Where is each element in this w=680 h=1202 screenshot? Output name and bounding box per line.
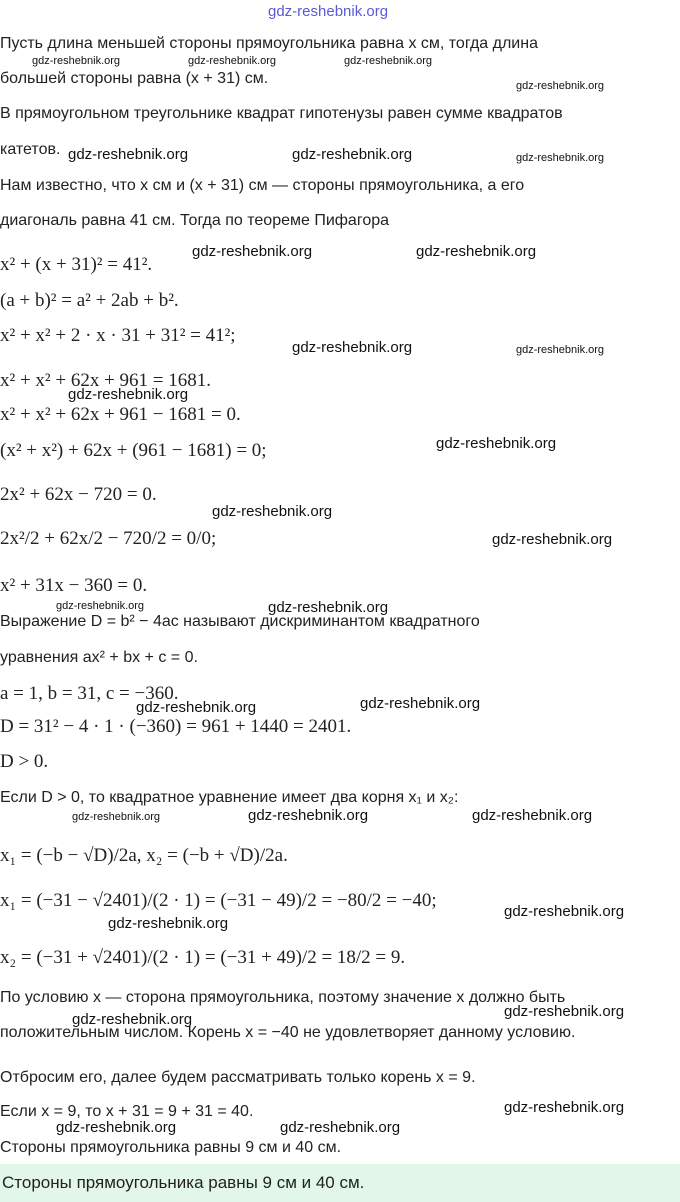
text-line: В прямоугольном треугольнике квадрат гипотенузы равен сумме квадратов: [0, 105, 563, 122]
watermark[interactable]: gdz-reshebnik.org: [56, 1119, 177, 1136]
text-line: Отбросим его, далее будем рассматривать только корень x = 9.: [0, 1069, 476, 1086]
watermark-top[interactable]: gdz-reshebnik.org: [268, 3, 389, 20]
formula-line: x² + 31x − 360 = 0.: [0, 575, 148, 596]
text-line: Пусть длина меньшей стороны прямоугольника равна x см, тогда длина: [0, 35, 538, 52]
watermark[interactable]: gdz-reshebnik.org: [516, 344, 605, 356]
formula-line: x² + x² + 62x + 961 = 1681.: [0, 370, 212, 391]
text-line: диагональ равна 41 см. Тогда по теореме Пифагора: [0, 212, 390, 229]
text-line: большей стороны равна (x + 31) см.: [0, 70, 269, 87]
formula-line: 2x²/2 + 62x/2 − 720/2 = 0/0;: [0, 528, 217, 549]
formula-line: x₂ = (−31 + √2401)/(2 · 1) = (−31 + 49)/2 = 18/2 = 9.: [0, 947, 406, 968]
watermark[interactable]: gdz-reshebnik.org: [436, 435, 557, 452]
text-line: Выражение D = b² − 4ac называют дискриминантом квадратного: [0, 613, 480, 630]
formula-line: x² + x² + 2 · x · 31 + 31² = 41²;: [0, 325, 236, 346]
watermark[interactable]: gdz-reshebnik.org: [504, 1099, 625, 1116]
formula-line: 2x² + 62x − 720 = 0.: [0, 484, 157, 505]
watermark[interactable]: gdz-reshebnik.org: [504, 1003, 625, 1020]
watermark[interactable]: gdz-reshebnik.org: [516, 80, 605, 92]
watermark[interactable]: gdz-reshebnik.org: [292, 339, 413, 356]
watermark[interactable]: gdz-reshebnik.org: [32, 55, 121, 67]
answer-text: Стороны прямоугольника равны 9 см и 40 см.: [2, 1173, 365, 1192]
text-line: Если x = 9, то x + 31 = 9 + 31 = 40.: [0, 1103, 254, 1120]
watermark[interactable]: gdz-reshebnik.org: [72, 1011, 193, 1028]
text-line: уравнения ax² + bx + c = 0.: [0, 649, 198, 666]
watermark[interactable]: gdz-reshebnik.org: [280, 1119, 401, 1136]
formula-line: x² + x² + 62x + 961 − 1681 = 0.: [0, 404, 241, 425]
watermark[interactable]: gdz-reshebnik.org: [268, 599, 389, 616]
text-line: Стороны прямоугольника равны 9 см и 40 см.: [0, 1139, 342, 1156]
watermark[interactable]: gdz-reshebnik.org: [56, 600, 145, 612]
formula-line: a = 1, b = 31, c = −360.: [0, 683, 179, 704]
formula-line: D > 0.: [0, 751, 49, 772]
watermark[interactable]: gdz-reshebnik.org: [248, 807, 369, 824]
text-line: Нам известно, что x см и (x + 31) см — стороны прямоугольника, а его: [0, 177, 525, 194]
watermark[interactable]: gdz-reshebnik.org: [416, 243, 537, 260]
watermark[interactable]: gdz-reshebnik.org: [68, 146, 189, 163]
watermark[interactable]: gdz-reshebnik.org: [72, 811, 161, 823]
watermark[interactable]: gdz-reshebnik.org: [188, 55, 277, 67]
watermark[interactable]: gdz-reshebnik.org: [108, 915, 229, 932]
answer-box: [0, 1164, 680, 1202]
text-line: положительным числом. Корень x = −40 не удовлетворяет данному условию.: [0, 1024, 576, 1041]
watermark[interactable]: gdz-reshebnik.org: [344, 55, 433, 67]
watermark[interactable]: gdz-reshebnik.org: [192, 243, 313, 260]
watermark[interactable]: gdz-reshebnik.org: [292, 146, 413, 163]
formula-line: (a + b)² = a² + 2ab + b².: [0, 290, 179, 311]
text-line: По условию x — сторона прямоугольника, поэтому значение x должно быть: [0, 989, 566, 1006]
watermark[interactable]: gdz-reshebnik.org: [360, 695, 481, 712]
watermark[interactable]: gdz-reshebnik.org: [492, 531, 613, 548]
formula-line: (x² + x²) + 62x + (961 − 1681) = 0;: [0, 440, 267, 461]
watermark[interactable]: gdz-reshebnik.org: [68, 386, 189, 403]
text-line: катетов.: [0, 141, 61, 158]
formula-line: x² + (x + 31)² = 41².: [0, 254, 153, 275]
watermark[interactable]: gdz-reshebnik.org: [472, 807, 593, 824]
formula-line: x₁ = (−31 − √2401)/(2 · 1) = (−31 − 49)/2 = −80/2 = −40;: [0, 890, 437, 911]
watermark[interactable]: gdz-reshebnik.org: [516, 152, 605, 164]
watermark[interactable]: gdz-reshebnik.org: [136, 699, 257, 716]
watermark[interactable]: gdz-reshebnik.org: [212, 503, 333, 520]
watermark[interactable]: gdz-reshebnik.org: [504, 903, 625, 920]
formula-line: D = 31² − 4 · 1 · (−360) = 961 + 1440 = 2401.: [0, 716, 352, 737]
text-line: Если D > 0, то квадратное уравнение имеет два корня x₁ и x₂:: [0, 789, 459, 806]
formula-line: x₁ = (−b − √D)/2a, x₂ = (−b + √D)/2a.: [0, 845, 288, 866]
